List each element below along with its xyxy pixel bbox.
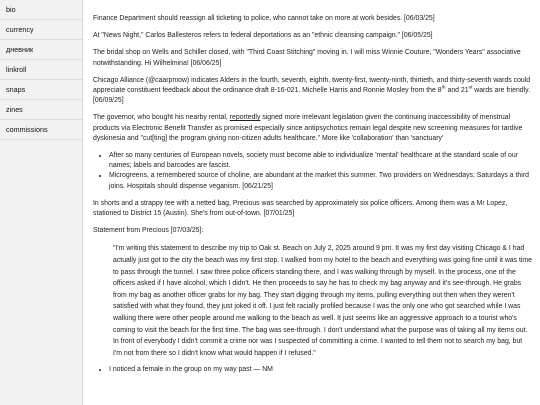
entry-text: Chicago Alliance (@caarpmow) indicates Alders in the fourth, seventh, eighth, twenty-first, twenty-ninth, thirtieth, and thirty-seventh wards could appreciate constituent feedback about the ordinance draft 8-16-021. Michelle Harris and Ronnie Mosley from the 8 [93,76,531,95]
sidebar-nav [0,0,83,405]
sidebar-item-linkroll[interactable]: linkroll [0,60,82,80]
ordinal-suffix: th [441,85,446,91]
sidebar-item-zines[interactable]: zines [0,100,82,120]
sidebar-item-dnevnik[interactable]: дневник [0,40,82,60]
statement-quote: "I'm writing this statement to describe my trip to Oak st. Beach on July 2, 2025 around 9 pm. It was my first day visiting Chicago & I had actually just got to the city the beach was my first stop. I walked from my hotel to the beach and everything was going fine until it was time to pass through the tunnel. I saw three police officers standing there, and I was walking through by myself. In the process, one of the officers asked if I have alcohol, which I didn't. He then proceeds to say he has to check my bag anyway and it's see-through. He grabs from my bag as another officer grabs for my bag. They start digging through my items, pulling everything out then when they weren't satisfied with what they found, they just joked it off. I just felt racially profiled because I was the only one who got searched while I was walking there were other people around me walking to the beach as well. It just seems like an aggressive approach to a tourist who's coming to visit the beach for the first time. The bag was see-through. I don't understand what the purpose was of taking all my items out. In front of everybody I didn't commit a crime nor was I suspected of committing a crime. I wanted to tell them not to search my bag, but I'm not from there so I didn't know what would happen if I refused." [113,245,533,357]
ordinal-suffix: st [468,85,473,91]
journal-entry [93,113,532,144]
entry-bullet-list [93,365,532,375]
entry-text: and 21 [445,87,469,95]
sidebar-item-commissions[interactable]: commissions [0,120,82,140]
entry-text: signed more irrelevant legislation given the continuing inaccessibility of menstrual products via Electronic Benefit Transfer as promised especially since antipsychotics remain legal despite new screening measures for tardive dyskinesia and "cut[ting] the program giving non-citizen adults healthcare." More like 'collaboration' than 'sanctuary' [93,114,523,142]
list-item: • Microgreens, a remembered source of choline, are abundant at the market this summer. Two providers on Wednesdays; Saturdays a third joins. Hospitals should dispense veganism. [06/21/25] [109,171,532,191]
journal-entry: In shorts and a strappy tee with a netted bag, Precious was searched by approximately six police officers. Among them was a Mr Lopez, stationed to District 15 (Austin). She's from out-of-town. [07/01/25] [93,199,508,218]
journal-entry: The bridal shop on Wells and Schiller closed, with "Third Coast Stitching" moving in. I will miss Winnie Couture, "Wonders Years" associative notwithstanding. Hi Wilhelmina! [06/06/25] [93,49,521,67]
list-item: • After so many centuries of European novels, society must become able to individualize 'mental' healthcare at the standard scale of our names; labels and barcodes are fascist. [109,151,532,171]
reportedly-link[interactable]: reportedly [229,114,261,122]
journal-entry: Finance Department should reassign all ticketing to police, who cannot take on more at work besides. [06/03/25] [93,15,435,22]
list-item: • I noticed a female in the group on my way past — NM [109,365,532,375]
sidebar-item-snaps[interactable]: snaps [0,80,82,100]
sidebar-item-currency[interactable]: currency [0,20,82,40]
journal-content [83,0,540,405]
journal-entry [93,76,532,107]
entry-text: wards are friendly. [06/09/25] [93,87,531,105]
sidebar-item-bio[interactable]: bio [0,0,82,20]
journal-entry: At "News Night," Carlos Ballesteros refers to federal deportations as an "ethnic cleansing campaign." [06/05/25] [93,32,433,40]
entry-text: The governor, who bought his nearby rental, [93,114,230,122]
entry-bullet-list [93,151,532,192]
journal-entry: Statement from Precious [07/03/25]: [93,227,204,235]
